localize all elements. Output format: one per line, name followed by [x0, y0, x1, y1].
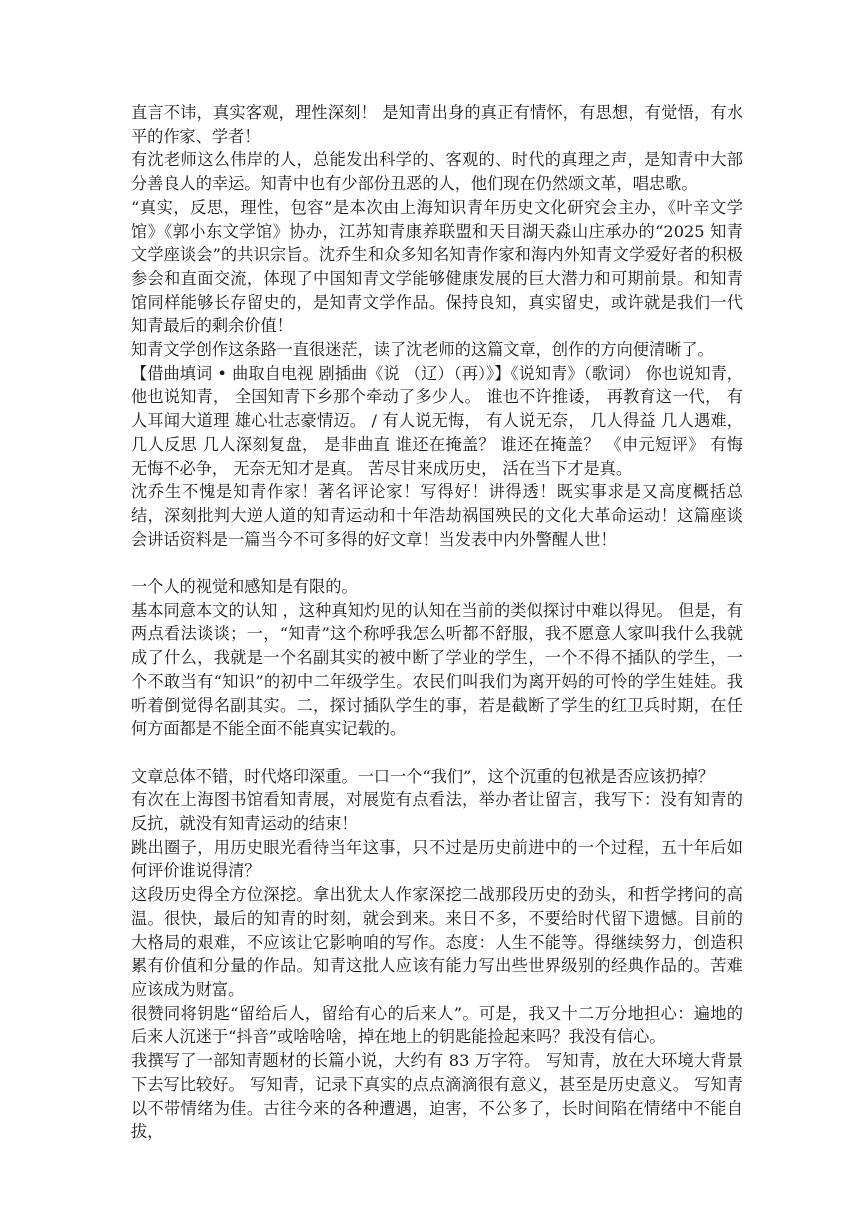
document-page	[131, 101, 743, 1144]
comment-paragraph: 知青文学创作这条路一直很迷茫，读了沈老师的这篇文章，创作的方向便清晰了。	[131, 340, 714, 360]
comment-paragraph: 跳出圈子，用历史眼光看待当年这事，只不过是历史前进中的一个过程，五十年后如何评价谁说得清？	[131, 837, 743, 881]
comment-paragraph: 一个人的视觉和感知是有限的。	[131, 577, 358, 597]
comment-paragraph: 这段历史得全方位深挖。拿出犹太人作家深挖二战那段历史的劲头，和哲学拷问的高温。很快，最后的知青的时刻，就会到来。来日不多，不要给时代留下遗憾。目前的大格局的艰难，不应该让它影响咱的写作。态度：人生不能等。得继续努力，创造积累有价值和分量的作品。知青这批人应该有能力写出些世界级别的经典作品的。苦难应该成为财富。	[131, 885, 743, 999]
comment-paragraph: 很赞同将钥匙“留给后人，留给有心的后来人”。可是，我又十二万分地担心：遍地的后来人沉迷于“抖音”或啥啥啥，掉在地上的钥匙能捡起来吗？我没有信心。	[131, 1003, 743, 1047]
comment-paragraph: 沈乔生不愧是知青作家！著名评论家！写得好！讲得透！既实事求是又高度概括总结，深刻批判大逆人道的知青运动和十年浩劫祸国殃民的文化大革命运动！这篇座谈会讲话资料是一篇当今不可多得的好文章！当发表中内外警醒人世！	[131, 482, 743, 549]
blank-line	[131, 551, 743, 575]
comment-paragraph: 我撰写了一部知青题材的长篇小说，大约有 83 万字符。 写知青，放在大环境大背景下去写比较好。 写知青，记录下真实的点点滴滴很有意义，甚至是历史意义。 写知青以不带情绪为佳。古往今来的各种遭遇，迫害，不公多了，长时间陷在情绪中不能自拔，	[131, 1051, 743, 1142]
comment-paragraph: 基本同意本文的认知 ，这种真知灼见的认知在当前的类似探讨中难以得见。 但是，有两点看法谈谈；一，“知青”这个称呼我怎么听都不舒服，我不愿意人家叫我什么我就成了什么，我就是一个名副其实的被中断了学业的学生，一个不得不插队的学生，一个不敢当有“知识”的初中二年级学生。农民们叫我们为离开妈的可怜的学生娃娃。我听着倒觉得名副其实。二，探讨插队学生的事，若是截断了学生的红卫兵时期，在任何方面都是不能全面不能真实记载的。	[131, 600, 743, 739]
comment-paragraph: 文章总体不错，时代烙印深重。一口一个“我们”，这个沉重的包袱是否应该扔掉？	[131, 766, 715, 786]
comment-paragraph: 有次在上海图书馆看知青展，对展览有点看法，举办者让留言，我写下：没有知青的反抗，就没有知青运动的结束！	[131, 790, 743, 834]
comment-paragraph: “真实，反思，理性，包容”是本次由上海知识青年历史文化研究会主办，《叶辛文学馆》《郭小东文学馆》协办，江苏知青康养联盟和天目湖天淼山庄承办的“2025 知青文学座谈会”的共识宗旨。沈乔生和众多知名知青作家和海内外知青文学爱好者的积极参会和直面交流，体现了中国知青文学能够健康发展的巨大潜力和可期前景。和知青馆同样能够长存留史的，是知青文学作品。保持良知，真实留史，或许就是我们一代知青最后的剩余价值！	[131, 197, 743, 336]
comment-paragraph: 直言不讳，真实客观，理性深刻！ 是知青出身的真正有情怀，有思想，有觉悟，有水平的作家、学者！	[131, 103, 743, 146]
song-lyrics-paragraph: 【借曲填词 • 曲取自电视 剧插曲《说 （辽）（再）》】《说知青》（歌词） 你也说知青， 他也说知青， 全国知青下乡那个牵动了多少人。 谁也不许推诿， 再教育这一代， 有人耳闻大道理 雄心壮志豪情迈。 / 有人说无悔， 有人说无奈， 几人得益 几人遇难， 几人反思 几人深刻复盘， 是非曲直 谁还在掩盖？ 谁还在掩盖？ 《申元短评》 有悔无悔不必争， 无奈无知才是真。 苦尽甘来成历史， 活在当下才是真。	[131, 363, 743, 478]
blank-line	[131, 741, 743, 765]
comment-paragraph: 有沈老师这么伟岸的人，总能发出科学的、客观的、时代的真理之声，是知青中大部分善良人的幸运。知青中也有少部份丑恶的人，他们现在仍然颂文革，唱忠歌。	[131, 150, 743, 194]
